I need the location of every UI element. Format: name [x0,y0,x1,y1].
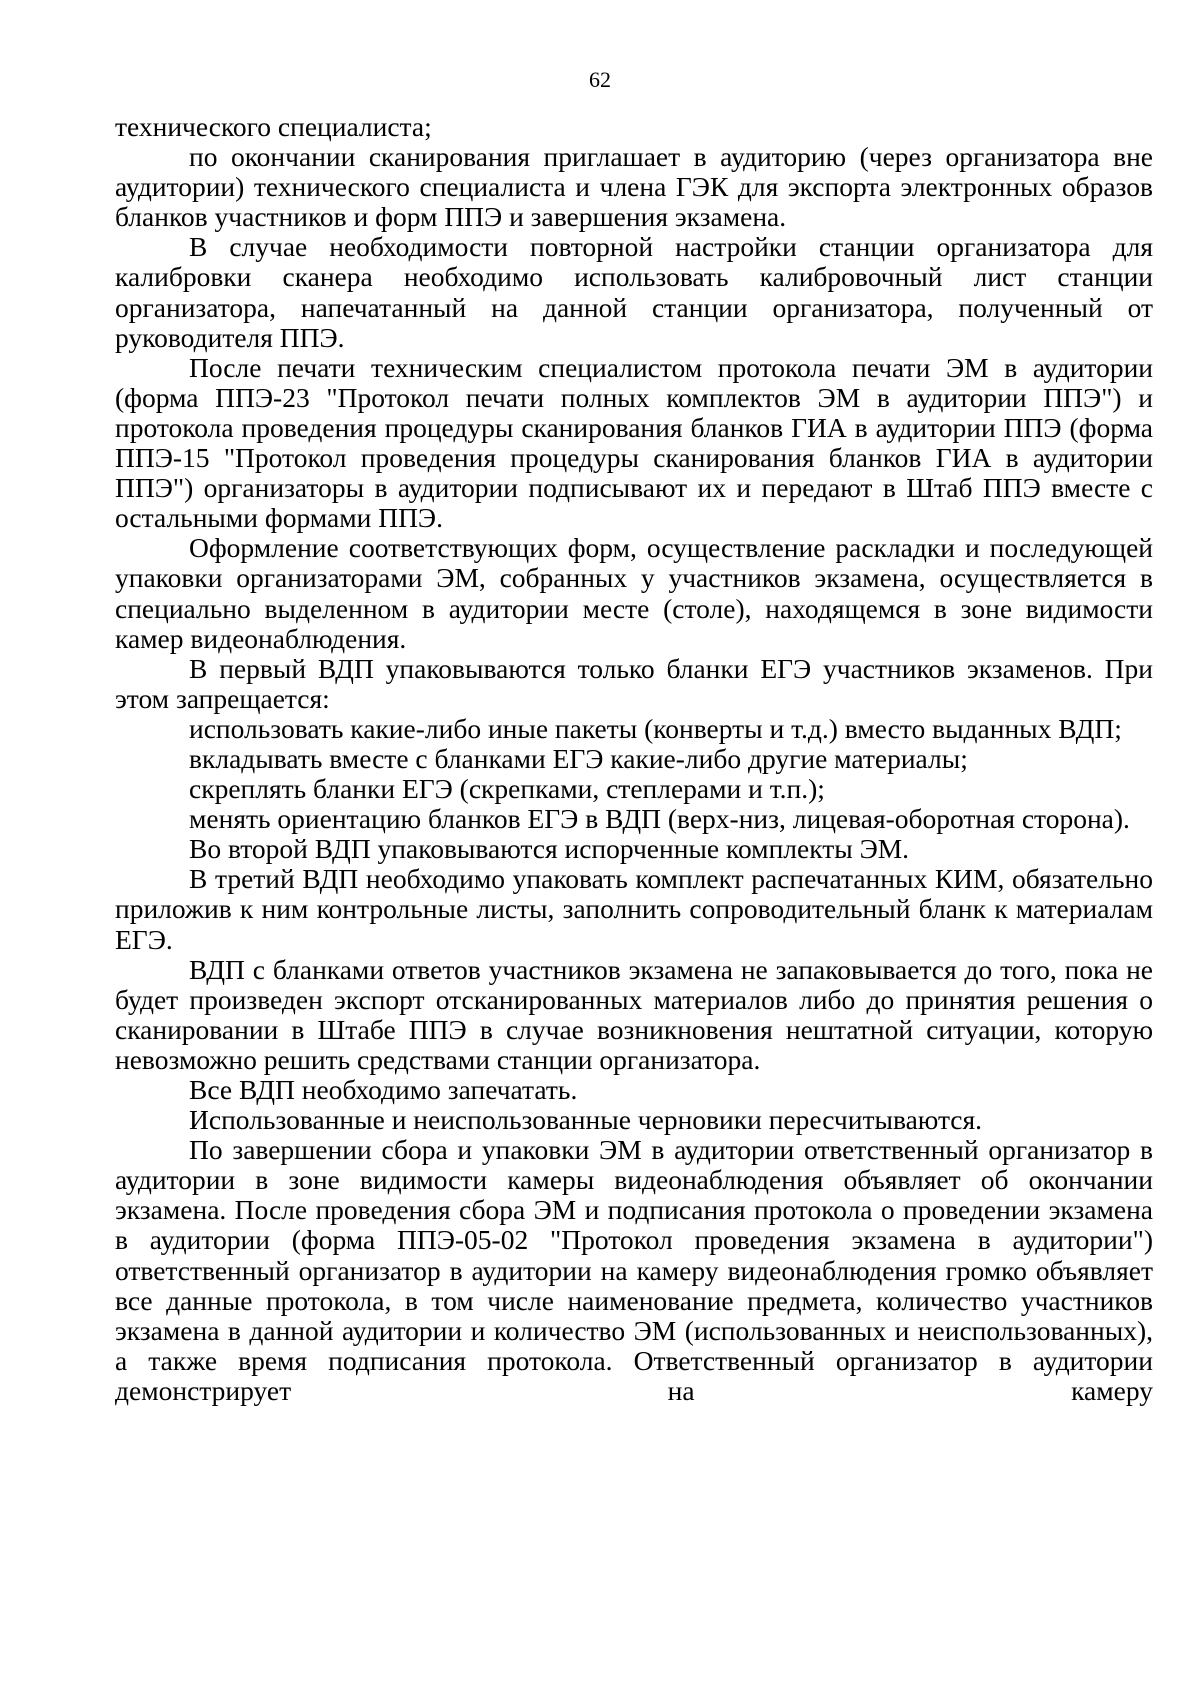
paragraph: В случае необходимости повторной настройки станции организатора для калибровки сканера необходимо использовать калибровочный лист станции организатора, напечатанный на данной станции организатора, полученный от руководителя ППЭ. [115,231,1153,353]
paragraph: Использованные и неиспользованные черновики пересчитываются. [189,1104,983,1136]
paragraph: В первый ВДП упаковываются только бланки ЕГЭ участников экзаменов. При этом запрещается: [115,652,1153,714]
paragraph: Во второй ВДП упаковываются испорченные комплекты ЭМ. [189,833,910,865]
paragraph: технического специалиста; [115,111,432,142]
list-item: менять ориентацию бланков ЕГЭ в ВДП (верх-низ, лицевая-оборотная сторона). [189,803,1130,835]
paragraph: После печати техническим специалистом протокола печати ЭМ в аудитории (форма ППЭ-23 "Протокол печати полных комплектов ЭМ в аудитории ППЭ") и протокола проведения процедуры сканирования бланков ГИА в аудитории ППЭ (форма ППЭ-15 "Протокол проведения процедуры сканирования бланков ГИА в аудитории ППЭ") организаторы в аудитории подписывают их и передают в Штаб ППЭ вместе с остальными формами ППЭ. [115,351,1153,534]
page-number: 62 [589,67,611,92]
paragraph: В третий ВДП необходимо упаковать комплект распечатанных КИМ, обязательно приложив к ним контрольные листы, заполнить сопроводительный бланк к материалам ЕГЭ. [115,863,1153,955]
paragraph: По завершении сбора и упаковки ЭМ в аудитории ответственный организатор в аудитории в зоне видимости камеры видеонаблюдения объявляет об окончании экзамена. После проведения сбора ЭМ и подписания протокола о проведении экзамена в аудитории (форма ППЭ-05-02 "Протокол проведения экзамена в аудитории") ответственный организатор в аудитории на камеру видеонаблюдения громко объявляет все данные протокола, в том числе наименование предмета, количество участников экзамена в данной аудитории и количество ЭМ (использованных и неиспользованных), а также время подписания протокола. Ответственный организатор в аудитории демонстрирует на камеру [115,1134,1153,1406]
paragraph: Все ВДП необходимо запечатать. [189,1074,578,1105]
document-body [115,112,1153,1406]
paragraph: по окончании сканирования приглашает в аудиторию (через организатора вне аудитории) технического специалиста и члена ГЭК для экспорта электронных образов бланков участников и форм ППЭ и завершения экзамена. [115,141,1153,233]
list-item: вкладывать вместе с бланками ЕГЭ какие-либо другие материалы; [189,742,968,774]
list-item: скреплять бланки ЕГЭ (скрепками, степлерами и т.п.); [189,773,825,805]
paragraph: Оформление соответствующих форм, осуществление раскладки и последующей упаковки организаторами ЭМ, собранных у участников экзамена, осуществляется в специально выделенном в аудитории месте (столе), находящемся в зоне видимости камер видеонаблюдения. [115,532,1153,654]
list-item: использовать какие-либо иные пакеты (конверты и т.д.) вместо выданных ВДП; [189,712,1122,744]
paragraph: ВДП с бланками ответов участников экзамена не запаковывается до того, пока не будет произведен экспорт отсканированных материалов либо до принятия решения о сканировании в Штабе ППЭ в случае возникновения нештатной ситуации, которую невозможно решить средствами станции организатора. [115,953,1153,1075]
